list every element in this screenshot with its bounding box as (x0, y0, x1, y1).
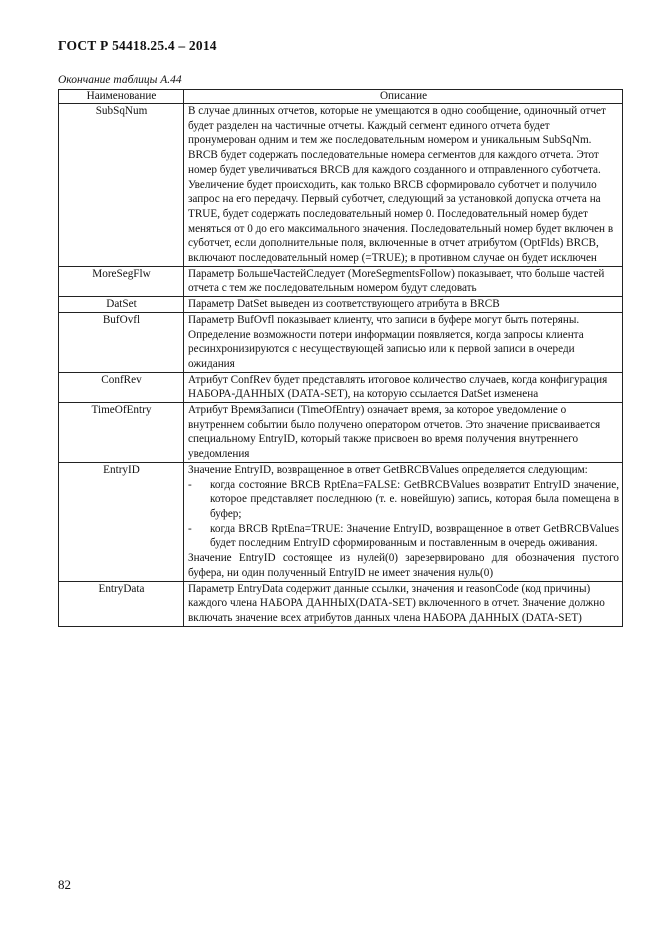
table-row (59, 104, 623, 267)
row-description: Атрибут ConfRev будет представлять итоговое количество случаев, когда конфигурация НАБОРА-ДАННЫХ (DATA-SET), на которую ссылается DatSet изменена (184, 372, 623, 402)
table-header-row (59, 90, 623, 104)
entryid-intro: Значение EntryID, возвращенное в ответ GetBRCBValues определяется следующим: (188, 463, 588, 476)
row-name: DatSet (59, 297, 184, 313)
document-header: ГОСТ Р 54418.25.4 – 2014 (58, 38, 217, 53)
row-description: Параметр BufOvfl показывает клиенту, что записи в буфере могут быть потеряны. Определение возможности потери информации появляется, когда запросы клиента ресинхронизируются с несуществующей записью или к первой записи в очереди ожидания (184, 312, 623, 372)
row-description (184, 462, 623, 581)
attributes-table (58, 89, 623, 627)
table-row (59, 266, 623, 296)
row-description: В случае длинных отчетов, которые не умещаются в одно сообщение, одиночный отчет будет разделен на частичные отчеты. Каждый сегмент единого отчета будет пронумерован одним и тем же последовательным номером и уникальным SubSqNm. BRCB будет содержать последовательные номера сегментов для каждого отчета. Этот номер будет увеличиваться BRCB для каждого созданного и отправленного суботчета. Увеличение будет происходить, как только BRCB сформировало суботчет и получило запрос на его передачу. Первый суботчет, следующий за установкой допуска отчета на TRUE, будет содержать последовательный номер 0. Последовательный номер будет меняться от 0 до его максимального значения. Последовательный номер будет включен в суботчет, если дополнительные поля, включенные в отчет атрибутом (OptFlds) BRCB, включают последовательный номер (=TRUE); в противном случае он будет исключен (184, 104, 623, 267)
row-description: Параметр DatSet выведен из соответствующего атрибута в BRCB (184, 297, 623, 313)
table-row (59, 312, 623, 372)
row-name: BufOvfl (59, 312, 184, 372)
row-name: EntryData (59, 581, 184, 626)
table-row (59, 372, 623, 402)
row-name: TimeOfEntry (59, 403, 184, 463)
table-caption: Окончание таблицы А.44 (58, 74, 182, 86)
table-row (59, 581, 623, 626)
row-description: Атрибут ВремяЗаписи (TimeOfEntry) означает время, за которое уведомление о внутреннем событии было получено оператором отчетов. Это значение присваивается специальному EntryID, который также присвоен во время получения внутреннего уведомления (184, 403, 623, 463)
column-header-description: Описание (184, 90, 623, 104)
row-description: Параметр БольшеЧастейСледует (MoreSegmentsFollow) показывает, что больше частей отчета с тем же последовательным номером будут следовать (184, 266, 623, 296)
row-name: MoreSegFlw (59, 266, 184, 296)
list-item (188, 522, 619, 551)
bullet-text: когда BRCB RptEna=TRUE: Значение EntryID, возвращенное в ответ GetBRCBValues будет последним EntryID сформированным и поставленным в очередь оживания. (210, 522, 619, 550)
row-description: Параметр EntryData содержит данные ссылки, значения и reasonCode (код причины) каждого члена НАБОРА ДАННЫХ(DATA-SET) включенного в отчет. Значение должно включать значение всех атрибутов данных члена НАБОРА ДАННЫХ (DATA-SET) (184, 581, 623, 626)
table-row (59, 297, 623, 313)
page-number: 82 (58, 877, 71, 892)
entryid-outro: Значение EntryID состоящее из нулей(0) зарезервировано для обозначения пустого буфера, ни один полученный EntryID не имеет значения нуль(0) (188, 552, 619, 579)
list-item (188, 478, 619, 522)
bullet-text: когда состояние BRCB RptEna=FALSE: GetBRCBValues возвратит EntryID значение, которое представляет последнюю (т. е. новейшую) запись, которая была помещена в буфер; (210, 478, 619, 520)
table-row (59, 462, 623, 581)
row-name: SubSqNum (59, 104, 184, 267)
bullet-mark: - (188, 478, 192, 491)
row-name: ConfRev (59, 372, 184, 402)
row-name: EntryID (59, 462, 184, 581)
table-row (59, 403, 623, 463)
bullet-mark: - (188, 522, 192, 535)
column-header-name: Наименование (59, 90, 184, 104)
